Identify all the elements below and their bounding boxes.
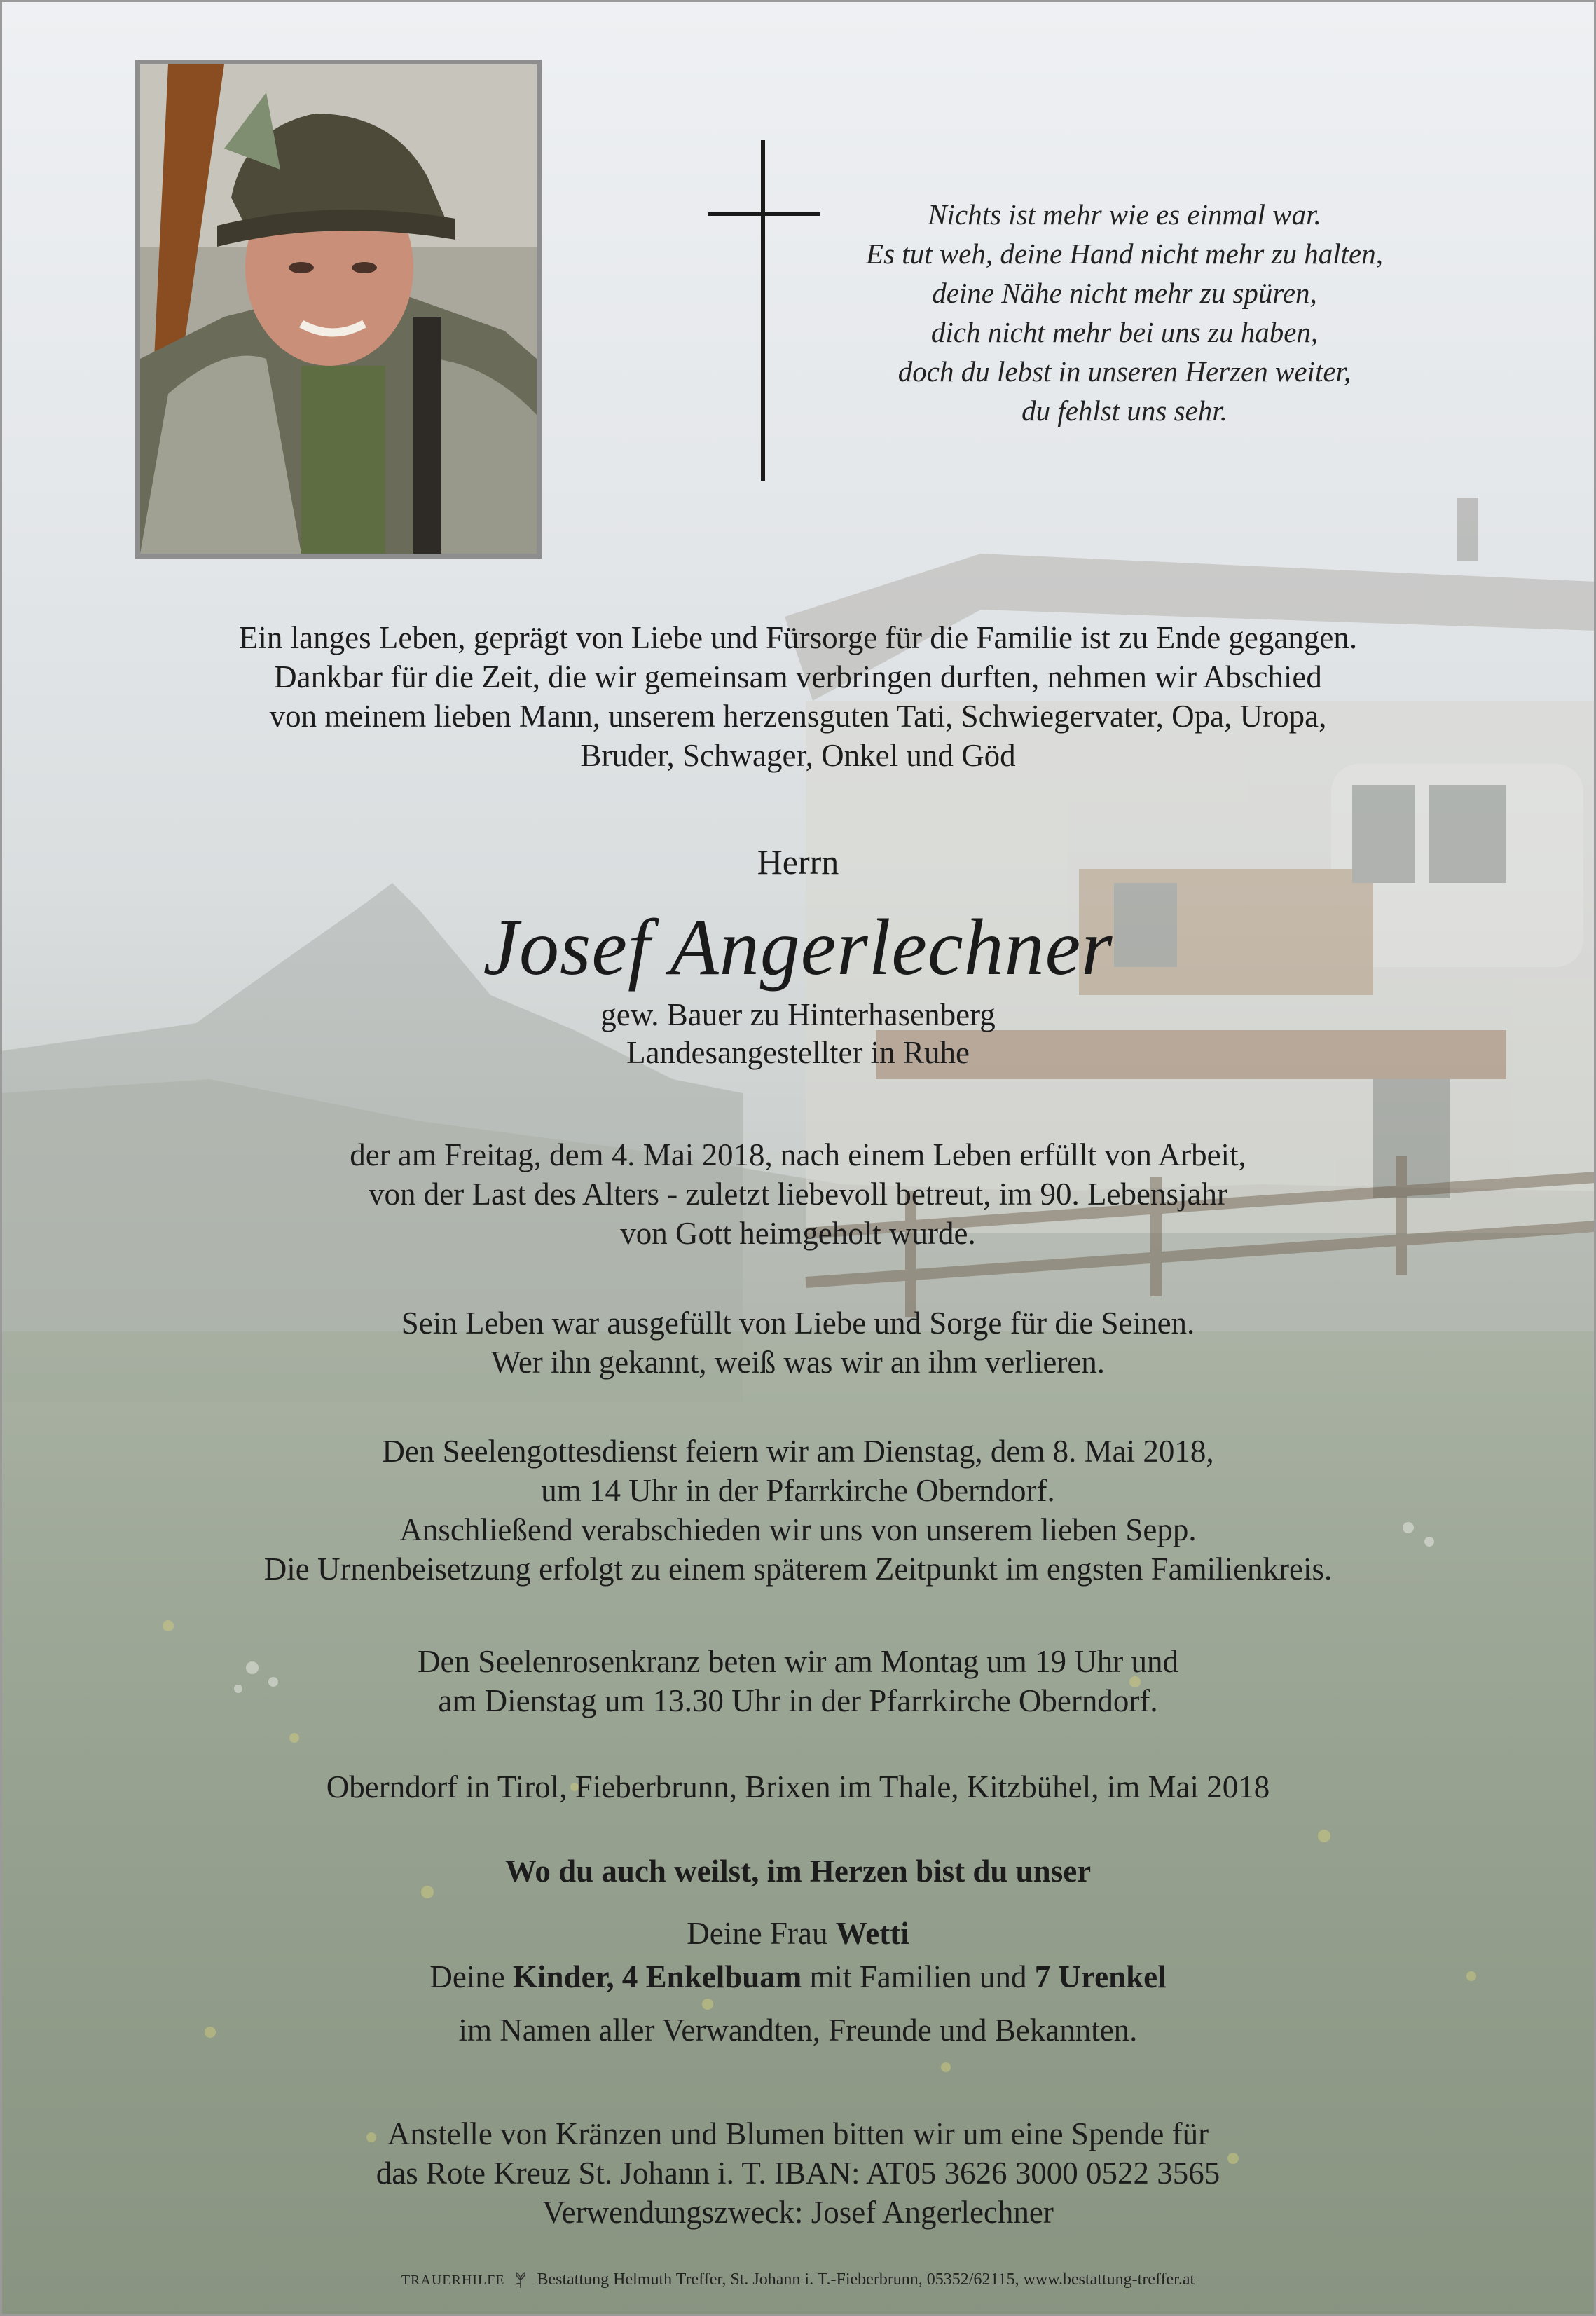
poem bbox=[862, 195, 1387, 430]
titles bbox=[0, 996, 1596, 1071]
donation-line: Verwendungszweck: Josef Angerlechner bbox=[542, 2195, 1054, 2230]
service-line: um 14 Uhr in der Pfarrkirche Oberndorf. bbox=[541, 1473, 1055, 1508]
flower-logo-icon bbox=[513, 2271, 528, 2289]
poem-line: deine Nähe nicht mehr zu spüren, bbox=[932, 277, 1317, 309]
poem-line: Nichts ist mehr wie es einmal war. bbox=[928, 198, 1321, 231]
intro-line: von meinem lieben Mann, unserem herzensguten Tati, Schwiegervater, Opa, Uropa, bbox=[269, 699, 1327, 734]
service-info bbox=[0, 1432, 1596, 1589]
title-line: gew. Bauer zu Hinterhasenberg bbox=[600, 997, 996, 1032]
cross-icon bbox=[708, 140, 820, 481]
poem-line: du fehlst uns sehr. bbox=[1021, 395, 1227, 427]
intro-line: Dankbar für die Zeit, die wir gemeinsam verbringen durften, nehmen wir Abschied bbox=[274, 659, 1322, 694]
poem-line: Es tut weh, deine Hand nicht mehr zu halten, bbox=[866, 238, 1383, 270]
death-notice-line: der am Freitag, dem 4. Mai 2018, nach einem Leben erfüllt von Arbeit, bbox=[350, 1137, 1246, 1172]
places-date: Oberndorf in Tirol, Fieberbrunn, Brixen im Thale, Kitzbühel, im Mai 2018 bbox=[326, 1769, 1270, 1804]
footer bbox=[0, 2269, 1596, 2291]
children-names: Kinder, 4 Enkelbuam bbox=[513, 1959, 802, 1994]
service-line: Anschließend verabschieden wir uns von unserem lieben Sepp. bbox=[399, 1512, 1197, 1547]
wife-name: Wetti bbox=[835, 1916, 909, 1951]
relatives-line: im Namen aller Verwandten, Freunde und Bekannten. bbox=[458, 2013, 1138, 2048]
donation-info bbox=[0, 2114, 1596, 2232]
rosary-line: am Dienstag um 13.30 Uhr in der Pfarrkirche Oberndorf. bbox=[438, 1683, 1158, 1718]
death-notice-line: von der Last des Alters - zuletzt liebevoll betreut, im 90. Lebensjahr bbox=[369, 1177, 1227, 1212]
poem-line: doch du lebst in unseren Herzen weiter, bbox=[897, 355, 1351, 388]
children-line bbox=[0, 1955, 1596, 1999]
mourners bbox=[0, 1912, 1596, 2052]
title-line: Landesangestellter in Ruhe bbox=[626, 1035, 970, 1070]
intro-line: Bruder, Schwager, Onkel und Göd bbox=[580, 738, 1016, 773]
great-grandchildren: 7 Urenkel bbox=[1034, 1959, 1167, 1994]
children-mid: mit Familien und bbox=[802, 1959, 1035, 1994]
service-line: Die Urnenbeisetzung erfolgt zu einem späterem Zeitpunkt im engsten Familienkreis. bbox=[263, 1551, 1333, 1587]
poem-line: dich nicht mehr bei uns zu haben, bbox=[930, 316, 1319, 348]
death-notice bbox=[0, 1135, 1596, 1253]
intro-text bbox=[0, 618, 1596, 775]
life-line: Wer ihn gekannt, weiß was wir an ihm verlieren. bbox=[490, 1345, 1106, 1380]
rosary-line: Den Seelenrosenkranz beten wir am Montag um 19 Uhr und bbox=[418, 1644, 1178, 1679]
children-prefix: Deine bbox=[429, 1959, 514, 1994]
wife-prefix: Deine Frau bbox=[687, 1916, 836, 1951]
donation-line: Anstelle von Kränzen und Blumen bitten wir um eine Spende für bbox=[387, 2116, 1209, 2151]
life-text bbox=[0, 1303, 1596, 1382]
life-line: Sein Leben war ausgefüllt von Liebe und Sorge für die Seinen. bbox=[401, 1306, 1195, 1341]
wife-line bbox=[0, 1912, 1596, 1955]
salutation: Herrn bbox=[757, 842, 839, 882]
intro-line: Ein langes Leben, geprägt von Liebe und Fürsorge für die Familie ist zu Ende gegangen. bbox=[238, 620, 1358, 655]
donation-line: das Rote Kreuz St. Johann i. T. IBAN: AT05 3626 3000 0522 3565 bbox=[376, 2156, 1220, 2191]
deceased-name: Josef Angerlechner bbox=[483, 903, 1113, 992]
service-line: Den Seelengottesdienst feiern wir am Dienstag, dem 8. Mai 2018, bbox=[382, 1434, 1214, 1469]
motto: Wo du auch weilst, im Herzen bist du unser bbox=[504, 1854, 1092, 1889]
trauerhilfe-logo: TRAUERHILFE bbox=[401, 2273, 505, 2288]
rosary-info bbox=[0, 1642, 1596, 1720]
funeral-home-info: Bestattung Helmuth Treffer, St. Johann i. T.-Fieberbrunn, 05352/62115, www.bestattung-treffer.at bbox=[537, 2270, 1195, 2289]
death-notice-line: von Gott heimgeholt wurde. bbox=[620, 1216, 976, 1251]
portrait-photo bbox=[135, 60, 542, 559]
